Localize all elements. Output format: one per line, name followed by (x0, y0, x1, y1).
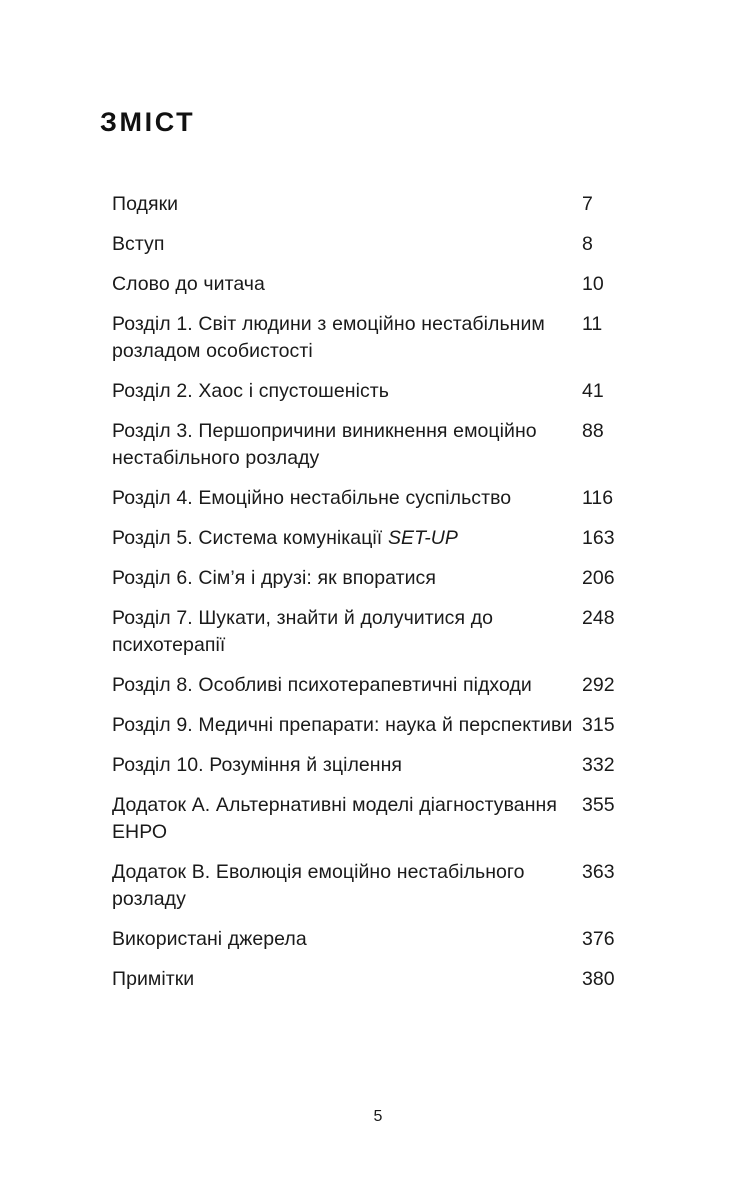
toc-entry-title: Слово до читача (112, 273, 265, 295)
toc-entry-page-number: 41 (582, 380, 604, 402)
toc-entry-row (112, 378, 652, 405)
toc-entry[interactable] (112, 191, 652, 218)
toc-entry-page-number: 332 (582, 754, 615, 776)
toc-entry[interactable] (112, 966, 652, 993)
toc-entry-title: Вступ (112, 233, 165, 255)
toc-entry-title: Примітки (112, 968, 195, 990)
toc-entry-row (112, 418, 652, 472)
toc-entry[interactable] (112, 859, 652, 913)
table-of-contents-list (112, 191, 652, 1006)
toc-entry-row (112, 792, 652, 846)
toc-entry-page-number: 380 (582, 968, 615, 990)
toc-entry-page-number: 11 (582, 313, 603, 335)
toc-entry-title: Розділ 5. Система комунікації SET-UP (112, 527, 458, 549)
toc-entry-page-number: 376 (582, 928, 615, 950)
toc-entry-title: Використані джерела (112, 928, 307, 950)
toc-entry-page-number: 10 (582, 273, 604, 295)
toc-entry-page-number: 7 (582, 193, 593, 215)
toc-entry[interactable] (112, 311, 652, 365)
toc-entry-row (112, 672, 652, 699)
toc-entry-row (112, 605, 652, 659)
toc-entry[interactable] (112, 525, 652, 552)
toc-entry[interactable] (112, 672, 652, 699)
toc-entry-row (112, 485, 652, 512)
toc-entry-page-number: 8 (582, 233, 593, 255)
toc-entry-title: Розділ 3. Першопричини виникнення емоційно нестабільного розладу (112, 420, 537, 469)
toc-entry-title: Розділ 10. Розуміння й зцілення (112, 754, 403, 776)
toc-entry-row (112, 311, 652, 365)
toc-entry[interactable] (112, 418, 652, 472)
toc-entry-row (112, 926, 652, 953)
toc-entry-page-number: 363 (582, 861, 615, 883)
toc-entry-title: Розділ 6. Сім’я і друзі: як впоратися (112, 567, 436, 589)
toc-entry-page-number: 292 (582, 674, 615, 696)
toc-entry-row (112, 712, 652, 739)
toc-entry-row (112, 525, 652, 552)
toc-entry-page-number: 206 (582, 567, 615, 589)
toc-entry[interactable] (112, 752, 652, 779)
toc-entry[interactable] (112, 926, 652, 953)
toc-entry[interactable] (112, 792, 652, 846)
toc-entry-title: Додаток В. Еволюція емоційно нестабільного розладу (112, 861, 525, 910)
toc-entry-title-emphasis: SET-UP (387, 527, 458, 549)
toc-entry[interactable] (112, 565, 652, 592)
toc-entry-row (112, 752, 652, 779)
toc-entry[interactable] (112, 271, 652, 298)
toc-entry[interactable] (112, 712, 652, 739)
toc-entry-title: Розділ 7. Шукати, знайти й долучитися до психотерапії (112, 607, 494, 656)
toc-entry-title: Розділ 2. Хаос і спустошеність (112, 380, 389, 402)
page-title: ЗМІСТ (100, 107, 196, 137)
toc-entry-page-number: 315 (582, 714, 615, 736)
toc-entry-row (112, 966, 652, 993)
toc-entry-row (112, 565, 652, 592)
toc-entry[interactable] (112, 378, 652, 405)
toc-entry[interactable] (112, 485, 652, 512)
toc-entry-title: Розділ 9. Медичні препарати: наука й перспективи (112, 714, 573, 736)
toc-entry-row (112, 271, 652, 298)
toc-entry[interactable] (112, 605, 652, 659)
toc-entry-page-number: 116 (582, 487, 614, 509)
toc-entry-row (112, 231, 652, 258)
toc-entry-page-number: 163 (582, 527, 615, 549)
toc-entry[interactable] (112, 231, 652, 258)
toc-entry-title: Додаток А. Альтернативні моделі діагностування ЕНРО (112, 794, 557, 843)
toc-entry-page-number: 355 (582, 794, 615, 816)
toc-entry-page-number: 248 (582, 607, 615, 629)
toc-entry-title: Розділ 8. Особливі психотерапевтичні підходи (112, 674, 532, 696)
page-folio-number: 5 (373, 1108, 383, 1125)
toc-entry-row (112, 191, 652, 218)
toc-entry-title: Розділ 4. Емоційно нестабільне суспільство (112, 487, 512, 509)
toc-entry-row (112, 859, 652, 913)
toc-entry-page-number: 88 (582, 420, 604, 442)
toc-entry-title: Подяки (112, 193, 179, 215)
toc-entry-title: Розділ 1. Світ людини з емоційно нестабільним розладом особистості (112, 313, 545, 362)
